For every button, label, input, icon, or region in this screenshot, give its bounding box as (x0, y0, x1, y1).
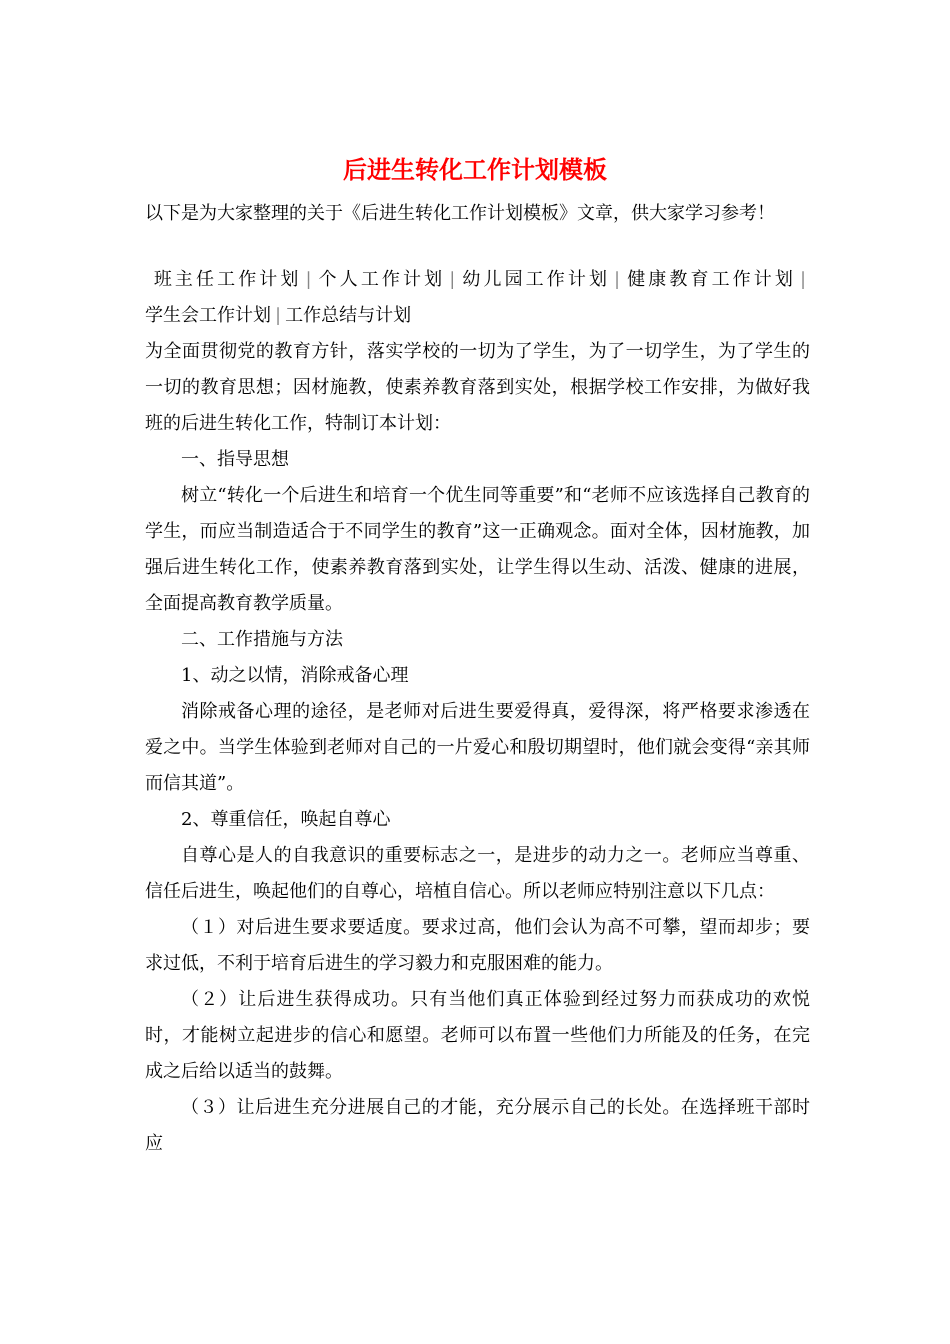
related-link[interactable]: 班主任工作计划 (153, 269, 302, 290)
related-link[interactable]: 健康教育工作计划 (624, 269, 796, 290)
body-paragraph: （２）让后进生获得成功。只有当他们真正体验到经过努力而获成功的欢悦时，才能树立起进步的信心和愿望。老师可以布置一些他们力所能及的任务，在完成之后给以适当的鼓舞。 (145, 989, 810, 1082)
related-link[interactable]: 学生会工作计划 (145, 305, 271, 326)
body-paragraph: （１）对后进生要求要适度。要求过高，他们会认为高不可攀，望而却步；要求过低，不利于培育后进生的学习毅力和克服困难的能力。 (145, 917, 810, 974)
body-paragraph: （３）让后进生充分进展自己的才能，充分展示自己的长处。在选择班干部时应 (145, 1097, 810, 1154)
body-paragraph: 2、尊重信任，唤起自尊心 (181, 809, 391, 830)
document-body (145, 334, 810, 1162)
link-separator: | (275, 305, 282, 326)
document-title: 后进生转化工作计划模板 (343, 156, 607, 184)
related-link[interactable]: 个人工作计划 (315, 269, 446, 290)
body-paragraph: 一、指导思想 (181, 449, 289, 470)
body-paragraph: 树立“转化一个后进生和培育一个优生同等重要”和“老师不应该选择自己教育的学生，而应当制造适合于不同学生的教育”这一正确观念。面对全体，因材施教，加强后进生转化工作，使素养教育落到实处，让学生得以生动、活泼、健康的进展，全面提高教育教学质量。 (145, 485, 810, 614)
body-paragraph: 二、工作措施与方法 (181, 629, 343, 650)
link-separator: | (449, 269, 456, 290)
link-separator: | (799, 269, 807, 290)
body-paragraph: 自尊心是人的自我意识的重要标志之一，是进步的动力之一。老师应当尊重、信任后进生，唤起他们的自尊心，培植自信心。所以老师应特别注意以下几点： (145, 845, 810, 902)
body-paragraph: 消除戒备心理的途径，是老师对后进生要爱得真，爱得深，将严格要求渗透在爱之中。当学生体验到老师对自己的一片爱心和殷切期望时，他们就会变得“亲其师而信其道”。 (145, 701, 810, 794)
related-links (145, 262, 810, 334)
intro-text: 以下是为大家整理的关于《后进生转化工作计划模板》文章，供大家学习参考！ (145, 203, 775, 224)
body-paragraph: 为全面贯彻党的教育方针，落实学校的一切为了学生，为了一切学生，为了学生的一切的教育思想；因材施教，使素养教育落到实处，根据学校工作安排，为做好我班的后进生转化工作，特制订本计划： (145, 341, 810, 434)
body-paragraph: 1、动之以情，消除戒备心理 (181, 665, 409, 686)
link-separator: | (305, 269, 312, 290)
related-link[interactable]: 工作总结与计划 (285, 305, 412, 326)
link-separator: | (614, 269, 621, 290)
related-link[interactable]: 幼儿园工作计划 (459, 269, 611, 290)
